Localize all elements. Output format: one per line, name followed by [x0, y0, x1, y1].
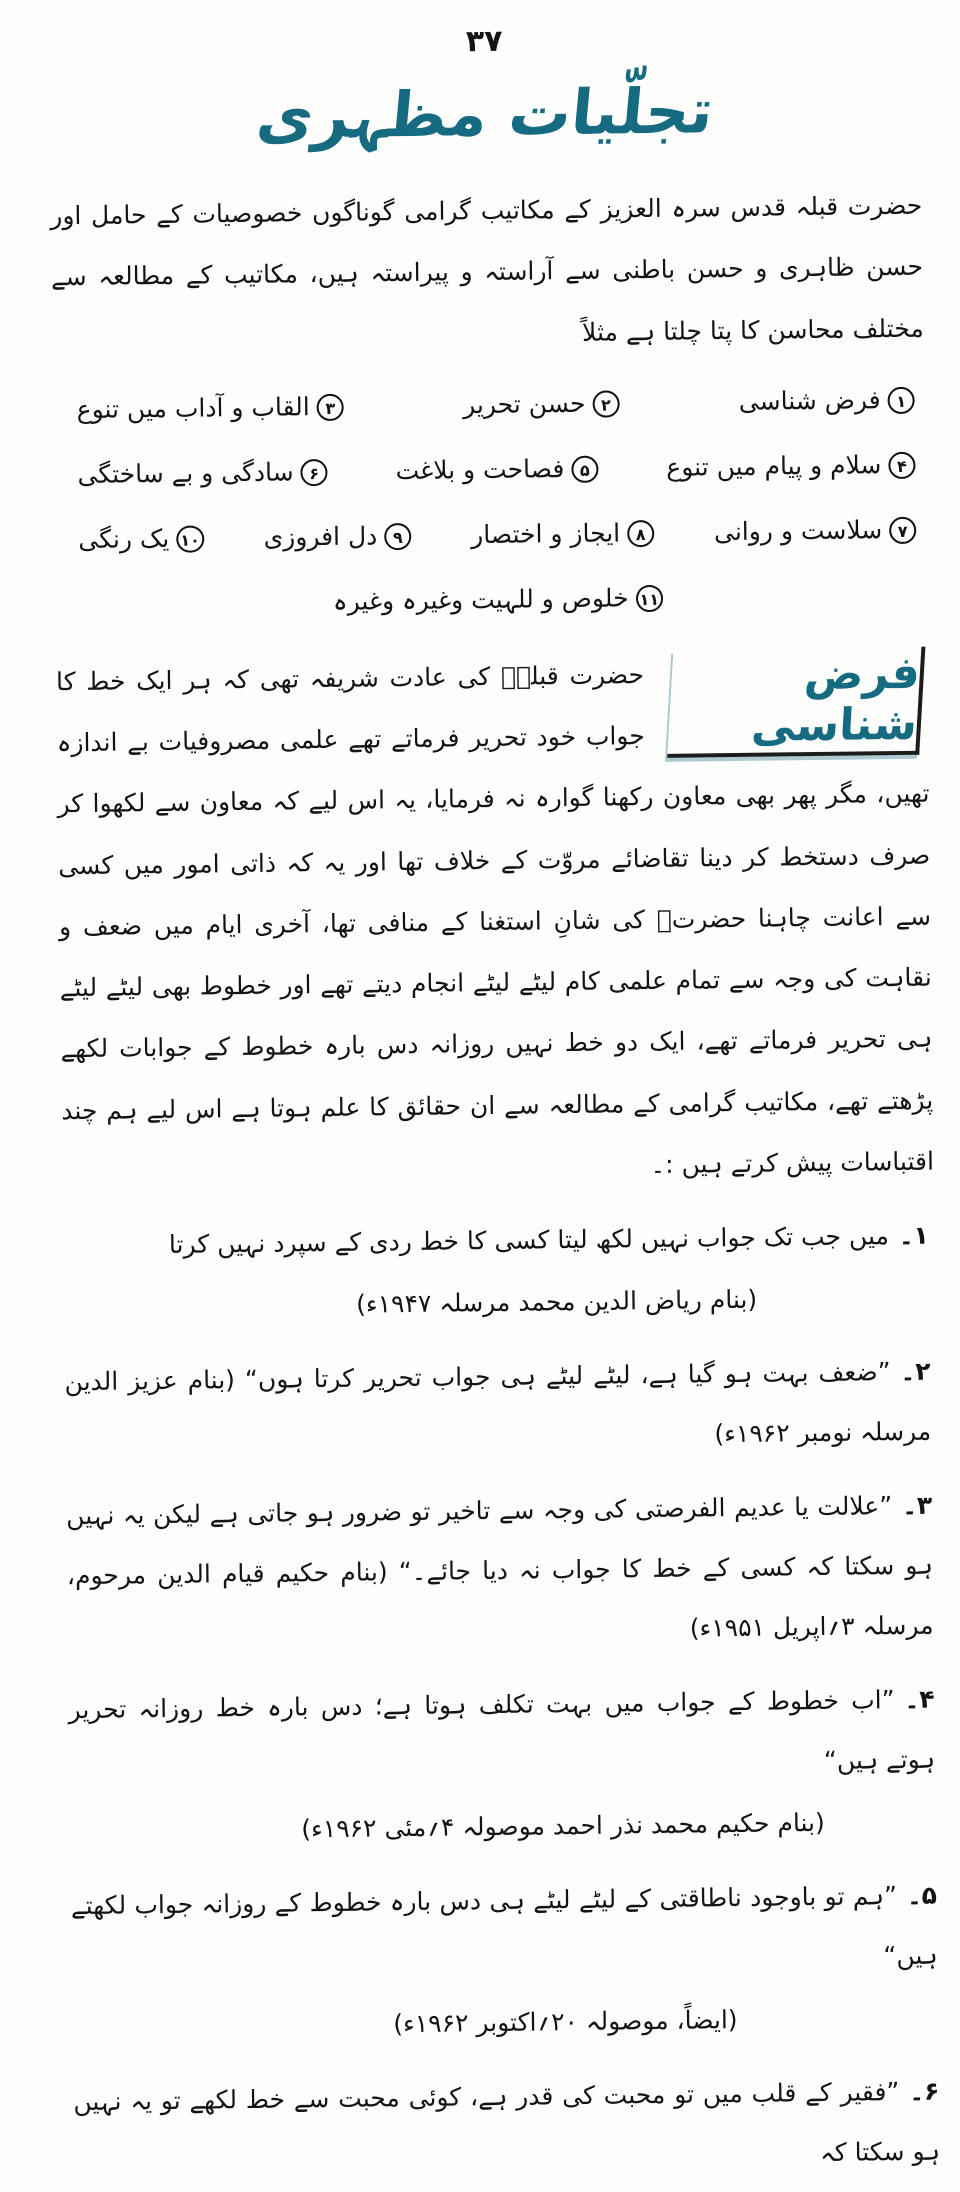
quote-text: ”فقیر کے قلب میں تو محبت کی قدر ہے، کوئی محبت سے خط لکھے تو یہ نہیں ہو سکتا کہ: [73, 2077, 941, 2168]
quote-reference: (ایضاً، موصولہ ۲۰؍اکتوبر ۱۹۶۲ء): [393, 2005, 738, 2039]
quote-item: [66, 1476, 940, 1667]
quote-item: [64, 1342, 937, 1473]
quote-reference: (بنام ریاض الدین محمد مرسلہ ۱۹۴۷ء): [355, 1284, 758, 1319]
merit-number-circle: ۲: [592, 391, 619, 418]
intro-paragraph: حضرت قبلہ قدس سرہ العزیز کے مکاتیب گرامی گوناگوں خصوصیات کے حامل اور حسن ظاہری و حسن باطنی سے آراستہ و پیراستہ ہیں، مکاتیب کے مطالعہ سے مختلف محاسن کا پتا چلتا ہے مثلاً: [50, 190, 924, 347]
merit-item: [463, 370, 620, 437]
quotes-list: [63, 1206, 947, 2192]
page-title: تجلّیات مظہری: [253, 74, 717, 153]
merit-number-circle: ۵: [571, 456, 598, 483]
quote-text: میں جب تک جواب نہیں لکھ لیتا کسی کا خط ردی کے سپرد نہیں کرتا: [168, 1221, 890, 1259]
merit-number-circle: ۱۱: [635, 585, 663, 612]
merit-label: ایجاز و اختصار: [470, 518, 621, 549]
section-heading-box: فرض شناسی: [667, 646, 925, 757]
merit-label: سلاست و روانی: [713, 514, 883, 546]
merit-label: سادگی و بے ساختگی: [77, 457, 294, 489]
merit-label: فصاحت و بلاغت: [395, 453, 565, 485]
page-number: ۳۷: [465, 23, 503, 60]
quote-item: [63, 1206, 936, 1339]
merits-list: [62, 367, 917, 637]
merit-item: [78, 505, 204, 572]
section-farz-shanasi: [56, 640, 935, 1202]
quote-item: [68, 1670, 942, 1863]
merit-label: القاب و آداب میں تنوع: [76, 391, 310, 424]
merit-number-circle: ۹: [384, 523, 411, 550]
quote-number: ۳۔: [902, 1490, 933, 1521]
merit-item: [666, 432, 916, 500]
merit-item: [471, 500, 655, 567]
quote-reference: (بنام عزیز الدین مرسلہ نومبر ۱۹۶۲ء): [64, 1365, 932, 1449]
merit-item: [395, 435, 598, 502]
merit-item: [333, 565, 664, 634]
merit-number-circle: ۶: [300, 459, 327, 486]
quote-number: ۴۔: [904, 1684, 935, 1714]
quote-reference: (بنام حکیم قیام الدین مرحوم، مرسلہ ۳؍اپریل ۱۹۵۱ء): [66, 1557, 934, 1643]
quote-number: ۱۔: [898, 1220, 930, 1251]
merit-item: [263, 503, 411, 570]
quote-reference: (بنام حکیم محمد نذر احمد موصولہ ۴؍مئی ۱۹۶۲ء): [301, 1807, 825, 1844]
merit-item: [76, 373, 344, 441]
merit-label: یک رنگی: [78, 523, 170, 554]
merit-item: [738, 367, 915, 434]
merit-label: سلام و پیام میں تنوع: [666, 449, 882, 482]
merit-number-circle: ۴: [888, 452, 915, 479]
quote-item: [71, 1866, 945, 2059]
quote-item: [73, 2062, 946, 2192]
merit-number-circle: ۱۰: [176, 526, 204, 553]
quote-text: ”ضعف بہت ہو گیا ہے، لیٹے لیٹے ہی جواب تحریر کرتا ہوں“: [234, 1357, 891, 1395]
quote-number: ۶۔: [909, 2076, 940, 2106]
merit-label: دل افروزی: [263, 521, 378, 552]
scan-content: [48, 19, 946, 2192]
merit-label: خلوص و للہیت وغیرہ وغیرہ: [332, 583, 629, 616]
merit-label: حسن تحریر: [462, 388, 586, 420]
quote-text: ”ہم تو باوجود ناطاقتی کے لیٹے لیٹے ہی دس بارہ خطوط کے روزانہ جواب لکھتے ہیں“: [70, 1881, 938, 1971]
merit-item: [714, 497, 917, 564]
merit-number-circle: ۳: [317, 394, 344, 421]
merit-number-circle: ۷: [889, 517, 916, 544]
quote-text: ”علالت یا عدیم الفرصتی کی وجہ سے تاخیر تو ضرور ہو جاتی ہے لیکن یہ نہیں ہو سکتا کہ کسی کے خط کا جواب نہ دیا جائے۔“: [66, 1491, 934, 1587]
section-body-paragraph: حضرت قبلہؓ کی عادت شریفہ تھی کہ ہر ایک خط کا جواب خود تحریر فرماتے تھے علمی مصروفیات بے اندازہ تھیں، مگر پھر بھی معاون رکھنا گوارہ نہ فرمایا، یہ اس لیے کہ معاون سے لکھوا کر صرف دستخط کر دینا تقاضائے مروّت کے خلاف تھا اور یہ کہ ذاتی امور میں کسی سے اعانت چاہنا حضرتؒ کی شانِ استغنا کے منافی تھا، آخری ایام میں ضعف و نقاہت کی وجہ سے تمام علمی کام لیٹے لیٹے انجام دیتے تھے اور خطوط بھی لیٹے لیٹے ہی تحریر فرماتے تھے، ایک دو خط نہیں روزانہ دس بارہ خطوط کے جوابات لکھے پڑھتے تھے، مکاتیب گرامی کے مطالعہ سے ان حقائق کا علم ہوتا ہے اس لیے ہم چند اقتباسات پیش کرتے ہیں :۔: [55, 659, 935, 1179]
merit-item: [77, 439, 328, 507]
merit-number-circle: ۱: [887, 387, 914, 414]
merit-label: فرض شناسی: [738, 384, 881, 416]
quote-text: ”اب خطوط کے جواب میں بہت تکلف ہوتا ہے؛ دس بارہ خط روزانہ تحریر ہوتے ہیں“: [68, 1685, 936, 1775]
quote-number: ۲۔: [900, 1356, 931, 1387]
merit-number-circle: ۸: [627, 520, 654, 547]
quote-number: ۵۔: [906, 1880, 938, 1910]
